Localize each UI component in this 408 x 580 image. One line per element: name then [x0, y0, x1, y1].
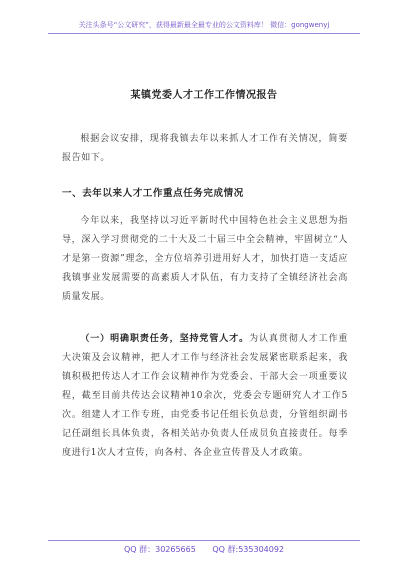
subsection1-paragraph [62, 330, 348, 463]
section1-paragraph [62, 212, 348, 307]
footer-qq-group-1: QQ 群：30265665 [123, 545, 196, 554]
section1-heading: 一、去年以来人才工作重点任务完成情况 [62, 188, 244, 199]
subsection1-lead: （一）明确职责任务，坚持党管人才。 [80, 334, 250, 344]
footer-qq-group-2: QQ 群:535304092 [212, 545, 285, 554]
document-title: 某镇党委人才工作工作情况报告 [130, 90, 278, 101]
page-footer [48, 540, 360, 555]
intro-paragraph [62, 130, 348, 168]
intro-text: 根据会议安排，现将我镇去年以来抓人才工作有关情况，简要报告如下。 [62, 134, 348, 163]
subsection1-text: 为认真贯彻人才工作重大决策及会议精神，把人才工作与经济社会发展紧密联系起来，我镇积极把传达人才工作会议精神作为党委会、干部大会一项重要议程，截至目前共传达会议精神10余次，党委会专题研究人才工作5次。组建人才工作专班，由党委书记任组长负总责，分管组织副书记任副组长具体负责，各相关站办负责人任成员负直接责任。每季度进行1次人才宣传，向各村、各企业宣传普及人才政策。 [62, 334, 348, 458]
section1-text: 今年以来，我坚持以习近平新时代中国特色社会主义思想为指导，深入学习贯彻党的二十大及二十届三中全会精神，牢固树立“人才是第一资源”理念，全方位培养引进用好人才，加快打造一支适应我镇事业发展需要的高素质人才队伍，有力支持了全镇经济社会高质量发展。 [62, 216, 348, 302]
page-header-notice: 关注头条号“公文研究”，获得最新最全最专业的公文资料库！ 微信：gongwenyj [48, 20, 360, 34]
